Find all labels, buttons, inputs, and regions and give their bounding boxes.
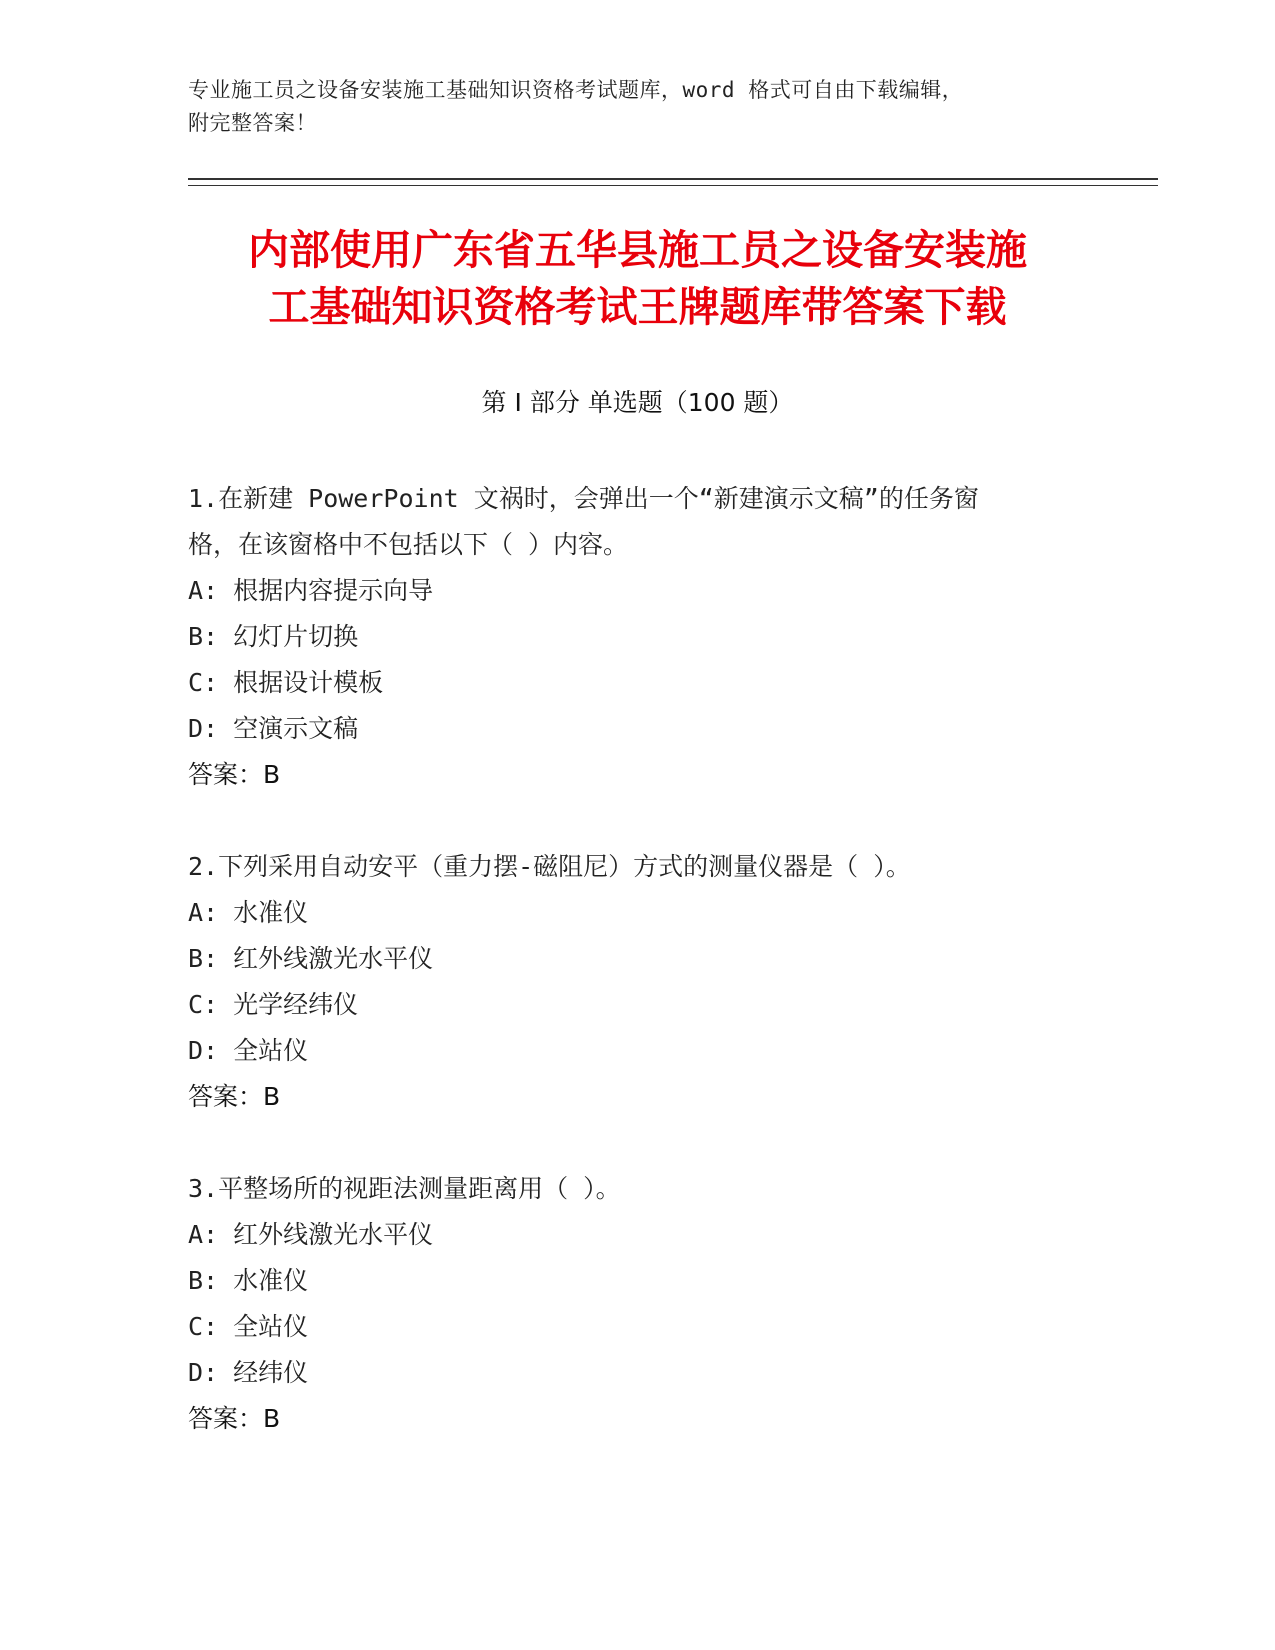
header-divider-thin — [188, 185, 1158, 186]
option-a: A: 根据内容提示向导 — [188, 576, 434, 605]
question-stem-line1: 1.在新建 PowerPoint 文祸时，会弹出一个“新建演示文稿”的任务窗 — [188, 484, 979, 513]
header-note-line1: 专业施工员之设备安装施工基础知识资格考试题库，word 格式可自由下载编辑， — [188, 78, 964, 102]
question-list — [188, 476, 1088, 1488]
header-note-line2: 附完整答案！ — [188, 111, 317, 135]
option-d: D: 全站仪 — [188, 1036, 309, 1065]
question-stem — [188, 476, 1088, 568]
section-heading: 第 I 部分 单选题（100 题） — [481, 388, 794, 417]
option-c: C: 根据设计模板 — [188, 668, 384, 697]
document-title-line2: 工基础知识资格考试王牌题库带答案下载 — [268, 283, 1007, 331]
option-d: D: 空演示文稿 — [188, 714, 359, 743]
option-b: B: 幻灯片切换 — [188, 622, 359, 651]
header-note — [188, 74, 1088, 140]
option-a: A: 水准仪 — [188, 898, 309, 927]
option-a: A: 红外线激光水平仪 — [188, 1220, 434, 1249]
option-c: C: 全站仪 — [188, 1312, 309, 1341]
question-stem-line2: 格，在该窗格中不包括以下（ ）内容。 — [188, 530, 629, 559]
option-b: B: 水准仪 — [188, 1266, 309, 1295]
answer: 答案：B — [188, 1082, 281, 1111]
option-c: C: 光学经纬仪 — [188, 990, 359, 1019]
option-d: D: 经纬仪 — [188, 1358, 309, 1387]
question-1 — [188, 476, 1088, 798]
question-stem-line1: 3.平整场所的视距法测量距离用（ ）。 — [188, 1174, 621, 1203]
question-2 — [188, 844, 1088, 1120]
question-stem — [188, 844, 1088, 890]
option-b: B: 红外线激光水平仪 — [188, 944, 434, 973]
document-title-line1: 内部使用广东省五华县施工员之设备安装施 — [248, 226, 1027, 274]
question-stem-line1: 2.下列采用自动安平（重力摆-磁阻尼）方式的测量仪器是（ ）。 — [188, 852, 911, 881]
answer: 答案：B — [188, 760, 281, 789]
answer: 答案：B — [188, 1404, 281, 1433]
question-stem — [188, 1166, 1088, 1212]
question-3 — [188, 1166, 1088, 1442]
document-title — [160, 222, 1115, 336]
header-divider-thick — [188, 178, 1158, 180]
